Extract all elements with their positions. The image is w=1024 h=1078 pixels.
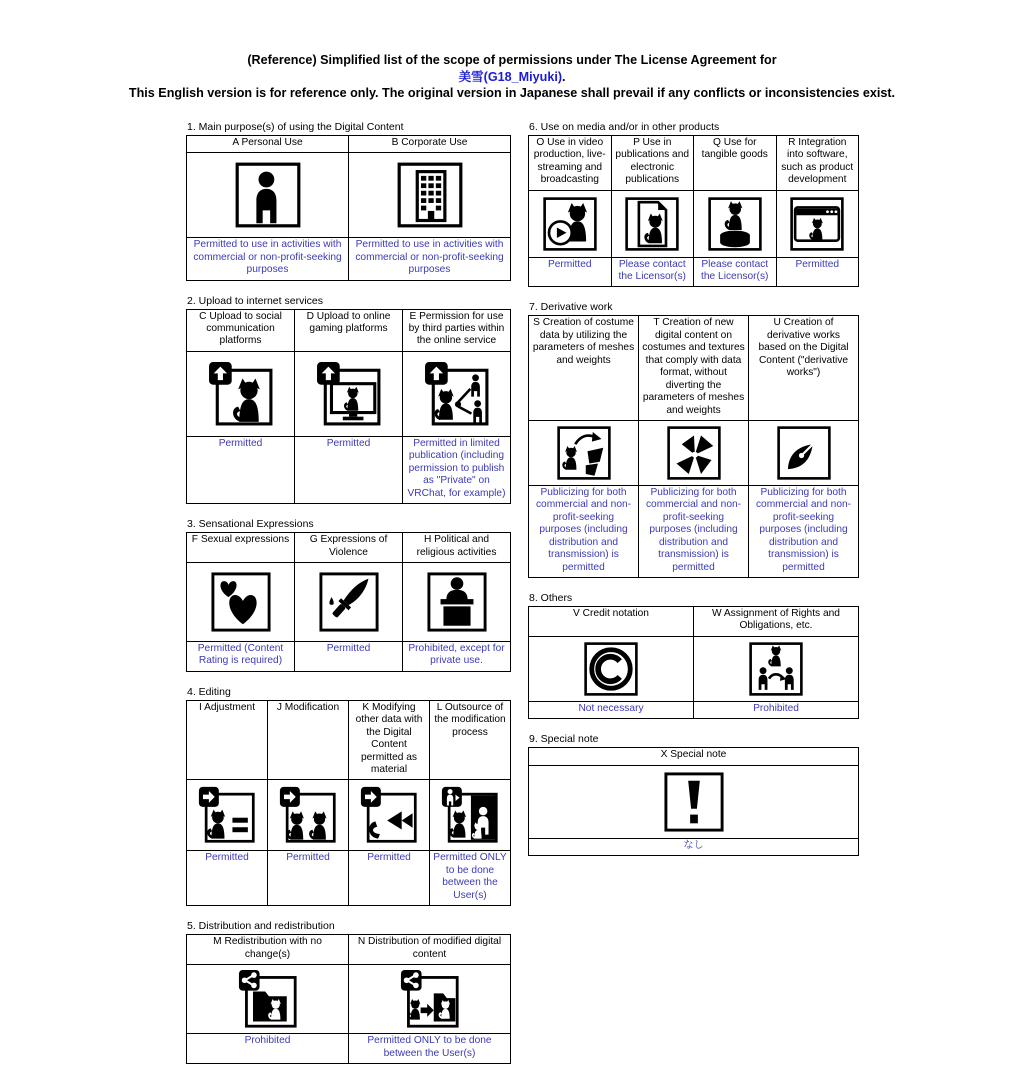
section-title: 4. Editing xyxy=(187,685,231,698)
status-cell: Please contact the Licensor(s) xyxy=(611,257,694,287)
icon-cell xyxy=(529,636,694,701)
status-cell: Not necessary xyxy=(529,701,694,718)
col-label: E Permission for use by third parties within the online service xyxy=(403,309,511,351)
section-others xyxy=(528,592,859,719)
outsource-icon xyxy=(441,786,499,844)
icon-cell xyxy=(639,420,749,485)
status-cell: Permitted ONLY to be done between the User(s) xyxy=(430,851,511,906)
icon-cell xyxy=(187,965,349,1034)
status-cell: Permitted xyxy=(776,257,859,287)
section-title: 6. Use on media and/or in other products xyxy=(529,120,720,133)
exclamation-icon xyxy=(663,771,725,833)
section-special-note xyxy=(528,733,859,856)
costume-pieces-icon xyxy=(666,425,722,481)
license-permission-sheet xyxy=(0,52,1024,1076)
avatar-name: 美雪(G18_Miyuki) xyxy=(458,69,563,84)
icon-cell xyxy=(403,351,511,436)
col-label: H Political and religious activities xyxy=(403,533,511,563)
building-icon xyxy=(396,161,464,229)
section-title: 5. Distribution and redistribution xyxy=(187,920,335,933)
status-cell: Permitted to use in activities with commercial or non-profit-seeking purposes xyxy=(349,238,511,280)
section-derivative xyxy=(528,301,859,578)
software-cat-icon xyxy=(789,196,845,252)
status-cell: Permitted xyxy=(295,436,403,503)
copyright-icon xyxy=(583,641,639,697)
col-label: F Sexual expressions xyxy=(187,533,295,563)
podium-speaker-icon xyxy=(426,571,488,633)
col-label: R Integration into software, such as product development xyxy=(776,135,859,190)
col-label: S Creation of costume data by utilizing the parameters of meshes and weights xyxy=(529,316,639,421)
section-upload xyxy=(186,295,511,505)
icon-cell xyxy=(187,153,349,238)
col-label: B Corporate Use xyxy=(349,135,511,152)
col-label: D Upload to online gaming platforms xyxy=(295,309,403,351)
hearts-icon xyxy=(210,571,272,633)
page-title xyxy=(0,52,1024,102)
col-label: T Creation of new digital content on costumes and textures that comply with data format, without diverting the parameters of meshes and weights xyxy=(639,316,749,421)
icon-cell xyxy=(349,780,430,851)
icon-cell xyxy=(403,562,511,641)
icon-cell xyxy=(349,965,511,1034)
status-cell: Permitted (Content Rating is required) xyxy=(187,641,295,671)
status-cell: Permitted xyxy=(187,851,268,906)
status-cell: Permitted ONLY to be done between the User(s) xyxy=(349,1034,511,1064)
col-label: Q Use for tangible goods xyxy=(694,135,777,190)
col-label: P Use in publications and electronic publications xyxy=(611,135,694,190)
share-folder-modified-icon xyxy=(400,969,460,1029)
status-cell: Permitted xyxy=(295,641,403,671)
share-folder-cat-icon xyxy=(238,969,298,1029)
section-title: 1. Main purpose(s) of using the Digital Content xyxy=(187,120,404,133)
icon-cell xyxy=(349,153,511,238)
section-title: 9. Special note xyxy=(529,733,599,746)
status-cell: Permitted to use in activities with commercial or non-profit-seeking purposes xyxy=(187,238,349,280)
modify-two-cats-icon xyxy=(279,786,337,844)
icon-cell xyxy=(529,420,639,485)
col-label: N Distribution of modified digital content xyxy=(349,935,511,965)
icon-cell xyxy=(749,420,859,485)
col-label: V Credit notation xyxy=(529,607,694,637)
status-cell: Permitted xyxy=(529,257,612,287)
col-label: I Adjustment xyxy=(187,700,268,780)
section-title: 3. Sensational Expressions xyxy=(187,518,314,531)
upload-cat-icon xyxy=(208,361,274,427)
status-cell: Permitted xyxy=(349,851,430,906)
status-cell: Prohibited xyxy=(187,1034,349,1064)
icon-cell xyxy=(295,351,403,436)
icon-cell xyxy=(694,636,859,701)
col-label: C Upload to social communication platforms xyxy=(187,309,295,351)
title-line1: (Reference) Simplified list of the scope of permissions under The License Agreement for xyxy=(247,53,777,67)
status-cell: Permitted xyxy=(268,851,349,906)
section-title: 7. Derivative work xyxy=(529,301,613,314)
status-cell: Publicizing for both commercial and non-profit-seeking purposes (including distribution and transmission) is permitted xyxy=(749,485,859,577)
status-cell: なし xyxy=(529,838,859,855)
icon-cell xyxy=(776,190,859,257)
icon-cell xyxy=(529,765,859,838)
icon-cell xyxy=(187,562,295,641)
section-media-products xyxy=(528,121,859,288)
col-label: G Expressions of Violence xyxy=(295,533,403,563)
icon-cell xyxy=(611,190,694,257)
status-cell: Prohibited, except for private use. xyxy=(403,641,511,671)
icon-cell xyxy=(430,780,511,851)
costume-from-cat-icon xyxy=(556,425,612,481)
status-cell: Prohibited xyxy=(694,701,859,718)
col-label: U Creation of derivative works based on the Digital Content ("derivative works") xyxy=(749,316,859,421)
figurine-cat-icon xyxy=(707,196,763,252)
rights-transfer-icon xyxy=(748,641,804,697)
col-label: M Redistribution with no change(s) xyxy=(187,935,349,965)
icon-cell xyxy=(529,190,612,257)
section-sensational xyxy=(186,518,511,672)
section-editing xyxy=(186,686,511,906)
knife-blood-icon xyxy=(318,571,380,633)
status-cell: Permitted in limited publication (including permission to publish as "Private" on VRChat, for example) xyxy=(403,436,511,503)
col-label: J Modification xyxy=(268,700,349,780)
title-line2: 美雪(G18_Miyuki). xyxy=(458,69,566,84)
adjust-cat-equals-icon xyxy=(198,786,256,844)
col-label: W Assignment of Rights and Obligations, etc. xyxy=(694,607,859,637)
col-label: X Special note xyxy=(529,748,859,765)
section-main-purpose xyxy=(186,121,511,281)
section-title: 2. Upload to internet services xyxy=(187,294,323,307)
col-label: O Use in video production, live-streaming and broadcasting xyxy=(529,135,612,190)
section-title: 8. Others xyxy=(529,592,573,605)
status-cell: Please contact the Licensor(s) xyxy=(694,257,777,287)
status-cell: Permitted xyxy=(187,436,295,503)
pen-nib-icon xyxy=(776,425,832,481)
cat-parts-icon xyxy=(360,786,418,844)
status-cell: Publicizing for both commercial and non-profit-seeking purposes (including distribution and transmission) is permitted xyxy=(529,485,639,577)
title-line3: This English version is for reference only. The original version in Japanese shall prevail if any conflicts or inconsistencies exist. xyxy=(128,86,896,101)
video-cat-icon xyxy=(542,196,598,252)
section-distribution xyxy=(186,920,511,1064)
person-icon xyxy=(234,161,302,229)
col-label: A Personal Use xyxy=(187,135,349,152)
upload-cat-computer-icon xyxy=(316,361,382,427)
icon-cell xyxy=(187,780,268,851)
publication-cat-icon xyxy=(624,196,680,252)
icon-cell xyxy=(694,190,777,257)
icon-cell xyxy=(268,780,349,851)
col-label: K Modifying other data with the Digital Content permitted as material xyxy=(349,700,430,780)
icon-cell xyxy=(295,562,403,641)
status-cell: Publicizing for both commercial and non-profit-seeking purposes (including distribution and transmission) is permitted xyxy=(639,485,749,577)
upload-cat-share-people-icon xyxy=(424,361,490,427)
col-label: L Outsource of the modification process xyxy=(430,700,511,780)
icon-cell xyxy=(187,351,295,436)
